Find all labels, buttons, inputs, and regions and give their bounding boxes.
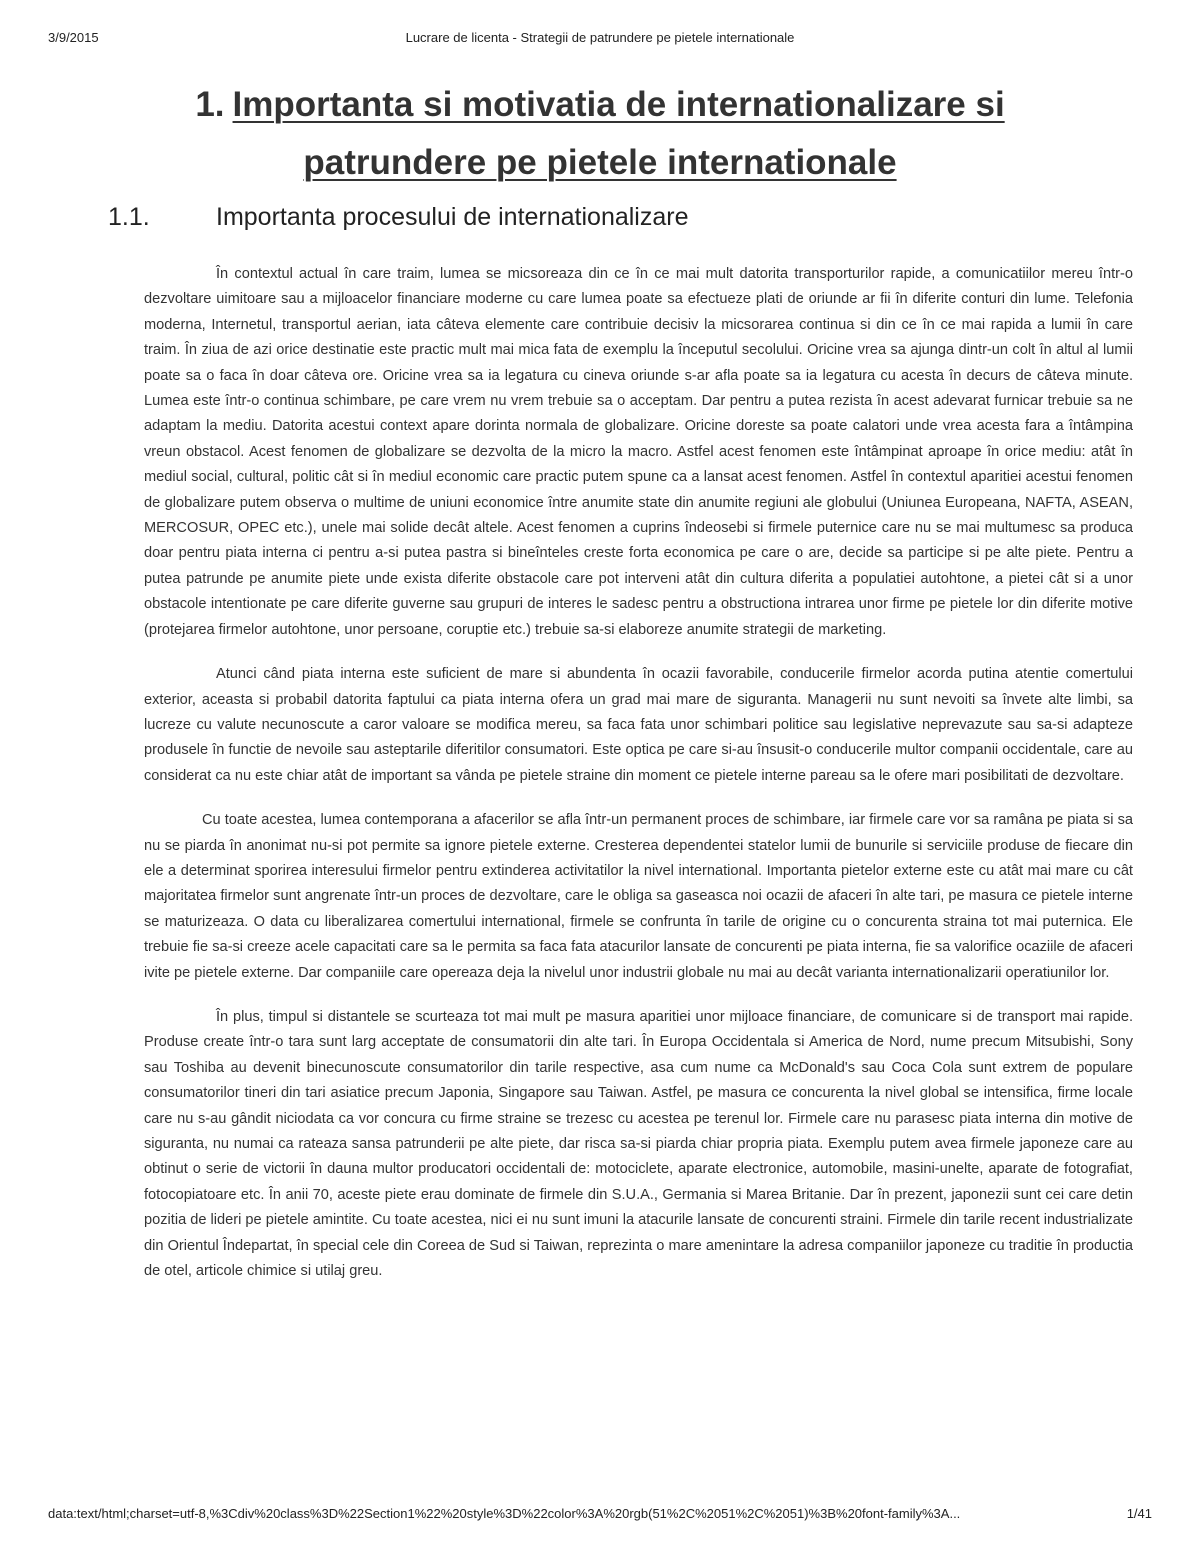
paragraph: În contextul actual în care traim, lumea se micsoreaza din ce în ce mai mult datorita transporturilor rapide, a comunicatiilor mereu într-o dezvoltare uimitoare sau a mijloacelor financiare moderne cu care lumea poate sa efectueze plati de oriunde ar fii în diferite conturi din lume. Telefonia moderna, Internetul, transportul aerian, iata câteva elemente care contribuie decisiv la micsorarea continua si din ce în ce mai rapida a lumii în care traim. În ziua de azi orice destinatie este practic mult mai mica fata de exemplu la începutul secolului. Oricine vrea sa ajunga dintr-un colt în altul al lumii poate sa o faca în doar câteva ore. Oricine vrea sa ia legatura cu cineva oriunde s-ar afla poate sa ia legatura cu acesta în decurs de câteva minute. Lumea este într-o continua schimbare, pe care vrem nu vrem trebuie sa o acceptam. Dar pentru a putea rezista în acest adevarat furnicar trebuie sa ne adaptam la mediu. Datorita acestui context apare dorinta normala de globalizare. Oricine doreste sa poate calatori unde vrea acesta fara a întâmpina vreun obstacol. Acest fenomen de globalizare se dezvolta de la micro la macro. Astfel acest fenomen este întâmpinat aproape în orice mediu: atât în mediul social, cultural, politic cât si în mediul economic care practic putem spune ca a lansat acest fenomen. Astfel în contextul aparitiei acestui fenomen de globalizare putem observa o multime de uniuni economice între anumite state din anumite regiuni ale globului (Uniunea Europeana, NAFTA, ASEAN, MERCOSUR, OPEC etc.), unele mai solide decât altele. Acest fenomen a cuprins îndeosebi si firmele puternice care nu se mai multumesc sa produca doar pentru piata interna ci pentru a-si putea pastra si bineînteles creste forta economica pe care o are, decide sa participe si pe alte piete. Pentru a putea patrunde pe anumite piete unde exista diferite obstacole care pot interveni atât din cultura diferita a populatiei autohtone, a pietei cât si a unor obstacole intentionate pe care diferite guverne sau grupuri de interes le sadesc pentru a obstructiona intrarea unor firme pe pietele lor din diferite motive (protejarea firmelor autohtone, unor persoane, coruptie etc.) trebuie sa-si elaboreze anumite strategii de marketing. bbox=[144, 266, 1133, 638]
print-date: 3/9/2015 bbox=[48, 30, 99, 45]
print-url: data:text/html;charset=utf-8,%3Cdiv%20class%3D%22Section1%22%20style%3D%22color%3A%20rgb(51%2C%2051%2C%2051)%3B%20font-family%3A... bbox=[48, 1506, 961, 1521]
paragraph: În plus, timpul si distantele se scurteaza tot mai mult pe masura aparitiei unor mijloace financiare, de comunicare si de transport mai rapide. Produse create într-o tara sunt larg acceptate de consumatorii din alte tari. În Europa Occidentala si America de Nord, nume precum Mitsubishi, Sony sau Toshiba au devenit binecunoscute consumatorilor din tarile respective, asa cum nume ca McDonald's sau Coca Cola sunt extrem de populare consumatorilor tineri din tari asiatice precum Japonia, Singapore sau Taiwan. Astfel, pe masura ce concurenta la nivel global se intensifica, firme locale care nu s-au gândit niciodata ca vor concura cu firme straine se trezesc cu acestea pe terenul lor. Firmele care nu parasesc piata interna din motive de siguranta, nu numai ca rateaza sansa patrunderii pe alte piete, dar risca sa-si piarda chiar propria piata. Exemplu putem avea firmele japoneze care au obtinut o serie de victorii în dauna multor producatori occidentali de: motociclete, aparate electronice, automobile, masini-unelte, aparate de fotografiat, fotocopiatoare etc. În anii 70, aceste piete erau dominate de firmele din S.U.A., Germania si Marea Britanie. Dar în prezent, japonezii sunt cei care detin pozitia de lideri pe pietele amintite. Cu toate acestea, nici ei nu sunt imuni la atacurile lansate de concurenti straini. Firmele din tarile recent industrializate din Orientul Îndepartat, în special cele din Coreea de Sud si Taiwan, reprezinta o mare amenintare la adresa companiilor japoneze cu traditie în productia de otel, articole chimice si utilaj greu. bbox=[144, 1008, 1133, 1280]
chapter-number: 1. bbox=[195, 85, 225, 124]
print-footer bbox=[48, 1506, 1152, 1526]
chapter-title bbox=[130, 76, 1070, 192]
paragraph: Cu toate acestea, lumea contemporana a afacerilor se afla într-un permanent proces de schimbare, iar firmele care vor sa ramâna pe piata si sa nu se piarda în anonimat nu-si pot permite sa ignore pietele externe. Cresterea dependentei statelor lumii de bunurile si serviciile produse de fiecare din ele a determinat sporirea interesului firmelor pentru extinderea activitatilor la nivel international. Importanta pietelor externe este cu atât mai mare cu cât majoritatea firmelor sunt angrenate într-un proces de dezvoltare, care le obliga sa gaseasca noi ocazii de afaceri în alte tari, pe masura ce pietele interne se maturizeaza. O data cu liberalizarea comertului international, firmele se confrunta în tarile de origine cu o concurenta straina tot mai puternica. Ele trebuie fie sa-si creeze acele capacitati care sa le permita sa faca fata atacurilor lansate de concurenti pe piata interna, fie sa valorifice ocaziile de afaceri ivite pe pietele externe. Dar companiile care opereaza deja la nivelul unor industrii globale nu mai au decât varianta internationalizarii operatiunilor lor. bbox=[144, 812, 1133, 981]
page-number: 1/41 bbox=[1126, 1506, 1152, 1521]
paragraph: Atunci când piata interna este suficient de mare si abundenta în ocazii favorabile, conducerile firmelor acorda putina atentie comertului exterior, aceasta si probabil datorita faptului ca piata interna ofera un grad mai mare de siguranta. Managerii nu sunt nevoiti sa învete alte limbi, sa lucreze cu valute necunoscute a caror valoare se modifica mereu, sa faca fata unor schimbari politice sau legislative neprevazute sau sa-si adapteze produsele în functie de nevoile sau asteptarile diferitilor consumatori. Este optica pe care si-au însusit-o conducerile multor companii occidentale, care au considerat ca nu este chiar atât de important sa vânda pe pietele straine din moment ce pietele interne pareau sa le ofere mari posibilitati de dezvoltare. bbox=[144, 666, 1133, 784]
body-text bbox=[144, 262, 1133, 1303]
chapter-title-text: Importanta si motivatia de internationalizare si patrundere pe pietele internationale bbox=[232, 85, 1005, 182]
section-title-text: Importanta procesului de internationalizare bbox=[216, 203, 689, 231]
section-number: 1.1. bbox=[108, 203, 150, 231]
print-title: Lucrare de licenta - Strategii de patrundere pe pietele internationale bbox=[405, 30, 795, 45]
section-title bbox=[108, 203, 1108, 232]
print-header bbox=[48, 30, 1152, 50]
